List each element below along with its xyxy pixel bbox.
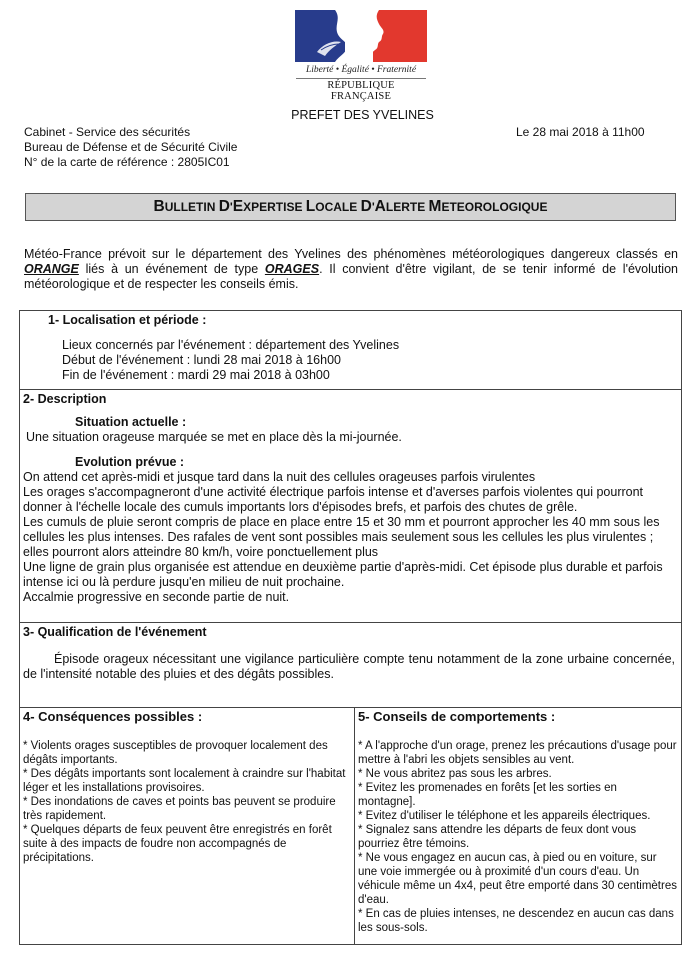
situation-title: Situation actuelle : [75, 415, 187, 429]
list-item: * Violents orages susceptibles de provoquer localement des dégâts importants. [23, 740, 328, 766]
event-location: Lieux concernés par l'événement : département des Yvelines [62, 338, 400, 352]
marianne-icon [295, 10, 427, 62]
title-cap: L [305, 198, 316, 215]
evolution-line: On attend cet après-midi et jusque tard dans la nuit des cellules orageuses parfois virulentes [23, 470, 536, 484]
evolution-line: Une ligne de grain plus organisée est attendue en deuxième partie d'après-midi. Cet épisode plus durable et parfois intense ici ou là perdure jusqu'en milieu de nuit prochaine. [23, 560, 663, 589]
intro-text: . Il convient d'être vigilant, de se tenir informé de l'évolution météorologique et de respecter les conseils émis. [24, 262, 678, 291]
title-cap: B [153, 198, 165, 215]
evolution-line: Accalmie progressive en seconde partie de nuit. [23, 590, 290, 604]
issuer-line: Cabinet - Service des sécurités [24, 125, 191, 139]
list-item: * Des dégâts importants sont localement à craindre sur l'habitat léger et les installations provisoires. [23, 768, 346, 794]
intro-paragraph [24, 247, 678, 292]
bulletin-title [25, 193, 676, 221]
marianne-logo [295, 10, 427, 62]
flag-blue-band [295, 10, 345, 62]
issue-date: Le 28 mai 2018 à 11h00 [516, 125, 645, 139]
section-title: 4- Conséquences possibles : [23, 709, 203, 724]
title-smallcaps: LERTE [385, 200, 429, 214]
list-item: * Ne vous engagez en aucun cas, à pied ou en voiture, sur une voie immergée ou à proximité d'un cours d'eau. Un véhicule même un 4x4, peut être emporté dans 30 centimètres d'eau. [358, 852, 677, 906]
list-item: * Evitez d'utiliser le téléphone et les appareils électriques. [358, 810, 651, 822]
list-item: * Evitez les promenades en forêts [et les sorties en montagne]. [358, 782, 617, 808]
section-description [20, 390, 682, 623]
list-item: * En cas de pluies intenses, ne descendez en aucun cas dans les sous-sols. [358, 908, 674, 934]
section-localisation [20, 311, 682, 390]
title-smallcaps: ULLETIN [164, 200, 219, 214]
situation-text: Une situation orageuse marquée se met en place dès la mi-journée. [26, 430, 402, 444]
logo-motto: Liberté • Égalité • Fraternité [305, 65, 417, 75]
section-title: 3- Qualification de l'événement [23, 625, 207, 639]
section-qualification [20, 623, 682, 708]
title-smallcaps: OCALE [315, 200, 361, 214]
list-item: * Signalez sans attendre les départs de feux dont vous pourriez être témoins. [358, 824, 637, 850]
event-start: Début de l'événement : lundi 28 mai 2018 à 16h00 [62, 353, 341, 367]
header-issuer [24, 125, 237, 170]
title-cap: M [428, 198, 442, 215]
qualification-text: Épisode orageux nécessitant une vigilance particulière compte tenu notamment de la zone urbaine concernée, de l'intensité notable des pluies et des dégâts possibles. [23, 652, 675, 681]
title-cap: E [232, 198, 244, 215]
issuer-line: Bureau de Défense et de Sécurité Civile [24, 140, 238, 154]
conseils-cell [355, 708, 682, 945]
reference-number: N° de la carte de référence : 2805IC01 [24, 155, 230, 169]
title-smallcaps: XPERTISE [243, 200, 306, 214]
evolution-line: Les cumuls de pluie seront compris de place en place entre 15 et 30 mm et pourront approcher les 40 mm sous les cellules les plus intenses. Des rafales de vent sont possibles mais seulement sous les cellules les plus virulentes ; elles pourront alors atteindre 80 km/h, voire ponctuellement plus [23, 515, 660, 559]
title-smallcaps: ETEOROLOGIQUE [441, 200, 548, 214]
evolution-line: Les orages s'accompagneront d'une activité électrique parfois intense et d'averses parfois violentes qui pourront donner à l'échelle locale des cumuls importants lors d'épisodes brefs, et parfois des chutes de grêle. [23, 485, 644, 514]
list-item: * A l'approche d'un orage, prenez les précautions d'usage pour mettre à l'abri les objets sensibles au vent. [358, 740, 677, 766]
event-end: Fin de l'événement : mardi 29 mai 2018 à 03h00 [62, 368, 330, 382]
prefet-heading: PREFET DES YVELINES [291, 108, 434, 122]
alert-level: ORANGE [24, 262, 79, 276]
intro-text: liés à un événement de type [78, 262, 265, 276]
conseils-list [358, 739, 677, 935]
list-item: * Des inondations de caves et points bas peuvent se produire très rapidement. [23, 796, 336, 822]
list-item: * Quelques départs de feux peuvent être enregistrés en forêt suite à des impacts de foudre non accompagnés de précipitations. [23, 824, 332, 864]
list-item: * Ne vous abritez pas sous les arbres. [358, 768, 552, 780]
title-smallcaps: ' [229, 200, 233, 214]
section-title: 1- Localisation et période : [48, 313, 207, 327]
consequences-list [23, 739, 350, 865]
title-cap: D [218, 198, 230, 215]
logo-divider [296, 78, 426, 79]
evolution-text [23, 470, 677, 605]
localisation-details [24, 338, 677, 383]
title-cap: D [360, 198, 372, 215]
logo-republique: RÉPUBLIQUE FRANÇAISE [327, 80, 395, 102]
evolution-title: Evolution prévue : [75, 455, 185, 469]
title-cap: A [374, 198, 386, 215]
section-title: 2- Description [23, 392, 107, 406]
consequences-cell [20, 708, 355, 945]
section-consequences-conseils [20, 708, 682, 945]
title-smallcaps: ' [371, 200, 375, 214]
intro-text: Météo-France prévoit sur le département des Yvelines des phénomènes météorologiques dangereux classés en [24, 247, 678, 261]
event-type: ORAGES [264, 262, 320, 276]
section-title: 5- Conseils de comportements : [358, 709, 556, 724]
bulletin-table [19, 310, 682, 945]
